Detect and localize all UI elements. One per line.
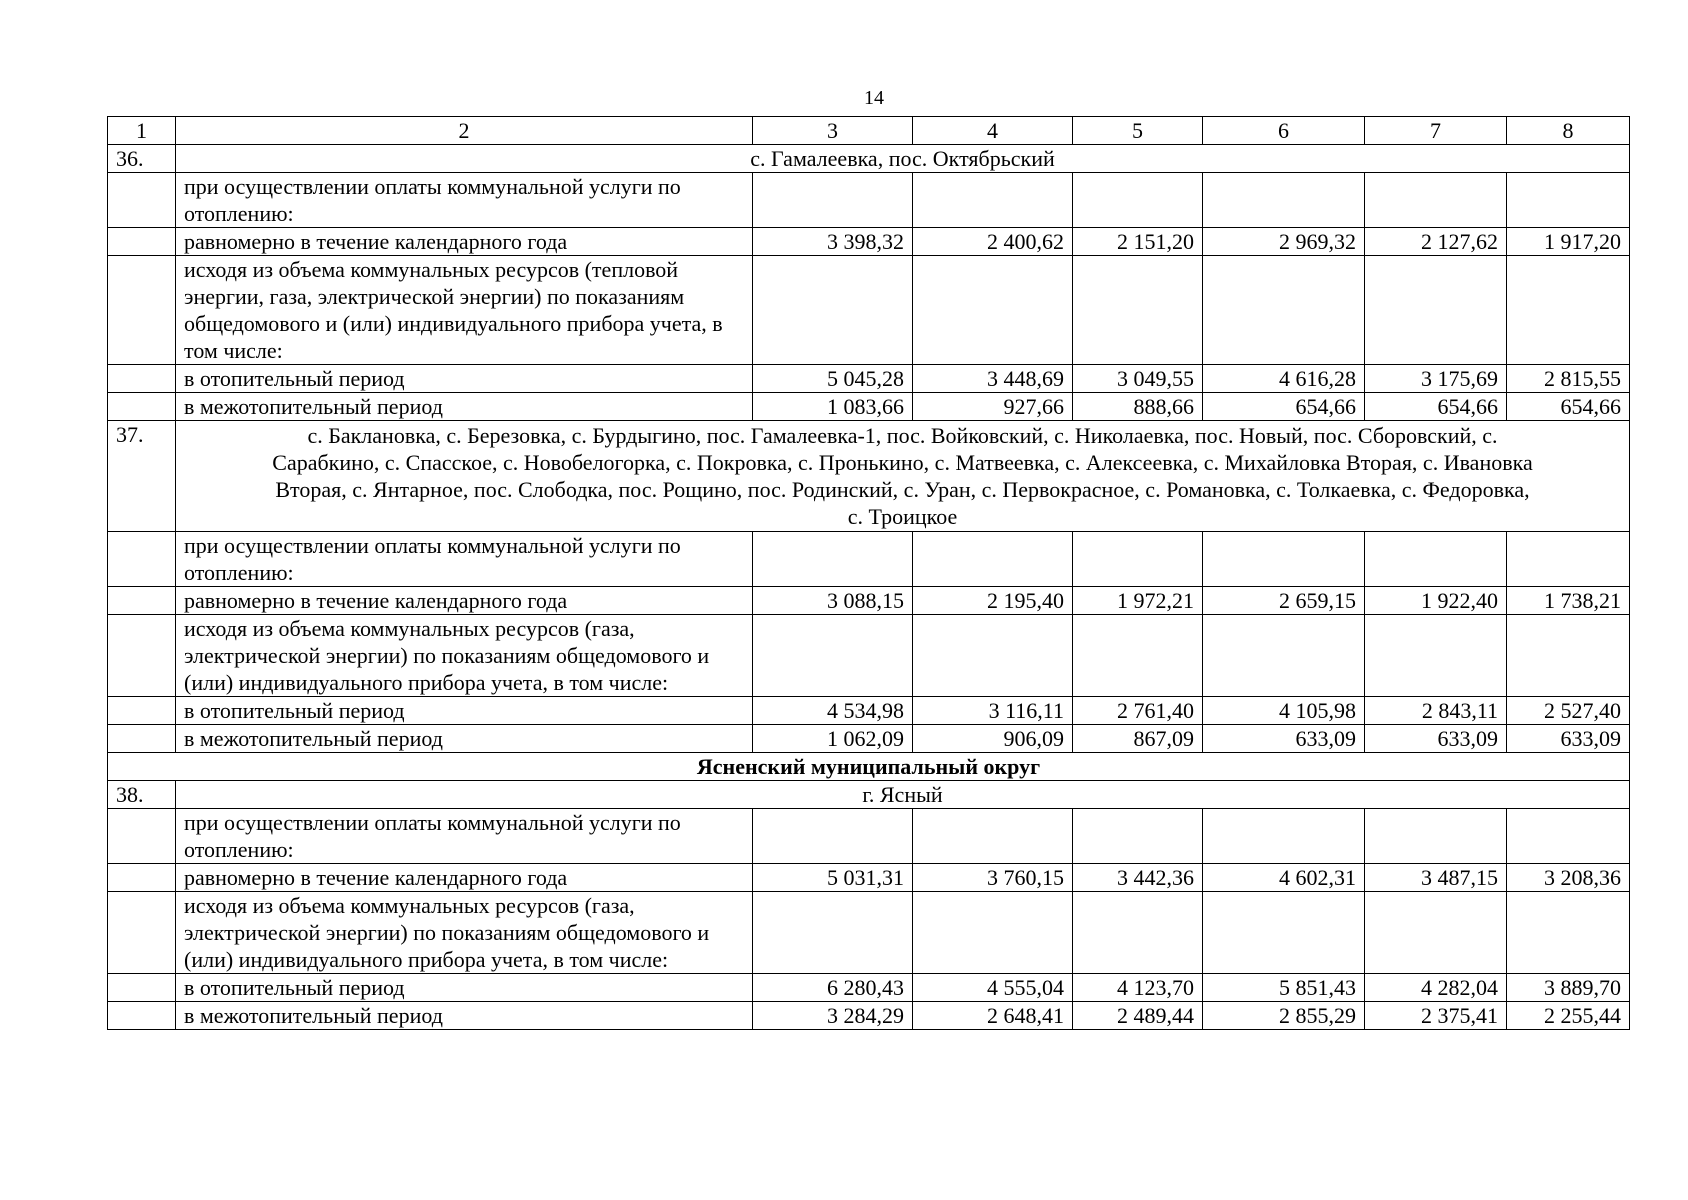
- value-cell: 2 127,62: [1365, 228, 1507, 256]
- empty-number-cell: [108, 228, 176, 256]
- value-cell: 2 489,44: [1073, 1002, 1203, 1030]
- row-description: в отопительный период: [176, 365, 753, 393]
- place-row: [108, 421, 1630, 532]
- value-cell: 1 922,40: [1365, 587, 1507, 615]
- value-cell: 2 969,32: [1203, 228, 1365, 256]
- value-cell: 3 889,70: [1507, 974, 1630, 1002]
- table-row: [108, 228, 1630, 256]
- value-cell: 2 815,55: [1507, 365, 1630, 393]
- table-row: [108, 587, 1630, 615]
- value-cell: [753, 173, 913, 228]
- value-cell: [1203, 532, 1365, 587]
- value-cell: 3 284,29: [753, 1002, 913, 1030]
- row-number: 36.: [108, 145, 176, 173]
- empty-number-cell: [108, 809, 176, 864]
- value-cell: 2 761,40: [1073, 697, 1203, 725]
- value-cell: [753, 532, 913, 587]
- column-header: 1: [108, 117, 176, 145]
- value-cell: 3 760,15: [913, 864, 1073, 892]
- value-cell: [1203, 809, 1365, 864]
- value-cell: 3 442,36: [1073, 864, 1203, 892]
- table-row: [108, 365, 1630, 393]
- place-row: [108, 145, 1630, 173]
- value-cell: [1365, 892, 1507, 974]
- value-cell: 927,66: [913, 393, 1073, 421]
- place-name: с. Баклановка, с. Березовка, с. Бурдыгино, пос. Гамалеевка-1, пос. Войковский, с. Николаевка, пос. Новый, пос. Сборовский, с. Сарабкино, с. Спасское, с. Новобелогорка, с. Покровка, с. Пронькино, с. Матвеевка, с. Алексеевка, с. Михайловка Вторая, с. Ивановка Вторая, с. Янтарное, пос. Слободка, пос. Рощино, пос. Родинский, с. Уран, с. Первокрасное, с. Романовка, с. Толкаевка, с. Федоровка, с. Троицкое: [176, 421, 1630, 532]
- empty-number-cell: [108, 393, 176, 421]
- empty-number-cell: [108, 725, 176, 753]
- row-description: исходя из объема коммунальных ресурсов (газа, электрической энергии) по показаниям общедомового и (или) индивидуального прибора учета, в том числе:: [176, 892, 753, 974]
- value-cell: [753, 615, 913, 697]
- value-cell: 3 487,15: [1365, 864, 1507, 892]
- value-cell: 3 116,11: [913, 697, 1073, 725]
- value-cell: [1507, 256, 1630, 365]
- value-cell: 888,66: [1073, 393, 1203, 421]
- value-cell: 3 208,36: [1507, 864, 1630, 892]
- value-cell: 4 555,04: [913, 974, 1073, 1002]
- value-cell: 1 062,09: [753, 725, 913, 753]
- value-cell: [1365, 809, 1507, 864]
- value-cell: 3 175,69: [1365, 365, 1507, 393]
- value-cell: 5 045,28: [753, 365, 913, 393]
- row-description: при осуществлении оплаты коммунальной услуги по отоплению:: [176, 809, 753, 864]
- table-row: [108, 532, 1630, 587]
- empty-number-cell: [108, 864, 176, 892]
- column-header: 5: [1073, 117, 1203, 145]
- value-cell: 633,09: [1203, 725, 1365, 753]
- empty-number-cell: [108, 532, 176, 587]
- table-row: [108, 725, 1630, 753]
- row-description: в межотопительный период: [176, 725, 753, 753]
- value-cell: 633,09: [1365, 725, 1507, 753]
- row-description: равномерно в течение календарного года: [176, 864, 753, 892]
- place-name: с. Гамалеевка, пос. Октябрьский: [176, 145, 1630, 173]
- column-header: 2: [176, 117, 753, 145]
- value-cell: 6 280,43: [753, 974, 913, 1002]
- value-cell: 2 375,41: [1365, 1002, 1507, 1030]
- row-description: в отопительный период: [176, 974, 753, 1002]
- value-cell: [913, 809, 1073, 864]
- value-cell: [1073, 173, 1203, 228]
- table-row: [108, 864, 1630, 892]
- value-cell: [753, 809, 913, 864]
- value-cell: 3 448,69: [913, 365, 1073, 393]
- tariff-table: [107, 116, 1630, 1030]
- value-cell: 4 616,28: [1203, 365, 1365, 393]
- value-cell: 654,66: [1203, 393, 1365, 421]
- value-cell: [1507, 532, 1630, 587]
- value-cell: [1365, 532, 1507, 587]
- empty-number-cell: [108, 615, 176, 697]
- value-cell: 867,09: [1073, 725, 1203, 753]
- value-cell: 1 917,20: [1507, 228, 1630, 256]
- table-row: [108, 1002, 1630, 1030]
- row-description: в межотопительный период: [176, 393, 753, 421]
- value-cell: [1507, 892, 1630, 974]
- value-cell: 1 972,21: [1073, 587, 1203, 615]
- row-description: при осуществлении оплаты коммунальной услуги по отоплению:: [176, 173, 753, 228]
- row-number: 37.: [108, 421, 176, 532]
- value-cell: [913, 892, 1073, 974]
- value-cell: 4 123,70: [1073, 974, 1203, 1002]
- table-row: [108, 974, 1630, 1002]
- table-row: [108, 809, 1630, 864]
- value-cell: [913, 173, 1073, 228]
- value-cell: 4 105,98: [1203, 697, 1365, 725]
- column-header: 4: [913, 117, 1073, 145]
- value-cell: 2 195,40: [913, 587, 1073, 615]
- empty-number-cell: [108, 1002, 176, 1030]
- row-description: исходя из объема коммунальных ресурсов (тепловой энергии, газа, электрической энергии) по показаниям общедомового и (или) индивидуального прибора учета, в том числе:: [176, 256, 753, 365]
- section-header-row: [108, 753, 1630, 781]
- value-cell: [1365, 615, 1507, 697]
- empty-number-cell: [108, 892, 176, 974]
- column-header-row: [108, 117, 1630, 145]
- column-header: 8: [1507, 117, 1630, 145]
- value-cell: 2 527,40: [1507, 697, 1630, 725]
- column-header: 7: [1365, 117, 1507, 145]
- value-cell: 2 659,15: [1203, 587, 1365, 615]
- value-cell: [1365, 173, 1507, 228]
- value-cell: 2 855,29: [1203, 1002, 1365, 1030]
- column-header: 6: [1203, 117, 1365, 145]
- value-cell: 5 851,43: [1203, 974, 1365, 1002]
- value-cell: [1507, 809, 1630, 864]
- place-row: [108, 781, 1630, 809]
- value-cell: [1073, 615, 1203, 697]
- value-cell: [1203, 615, 1365, 697]
- value-cell: 3 049,55: [1073, 365, 1203, 393]
- value-cell: [1073, 256, 1203, 365]
- table-row: [108, 256, 1630, 365]
- row-description: равномерно в течение календарного года: [176, 228, 753, 256]
- value-cell: 2 843,11: [1365, 697, 1507, 725]
- value-cell: 654,66: [1507, 393, 1630, 421]
- value-cell: 654,66: [1365, 393, 1507, 421]
- value-cell: [913, 615, 1073, 697]
- empty-number-cell: [108, 974, 176, 1002]
- empty-number-cell: [108, 256, 176, 365]
- value-cell: [1365, 256, 1507, 365]
- empty-number-cell: [108, 173, 176, 228]
- value-cell: 4 534,98: [753, 697, 913, 725]
- value-cell: [913, 256, 1073, 365]
- empty-number-cell: [108, 697, 176, 725]
- value-cell: 906,09: [913, 725, 1073, 753]
- value-cell: 2 400,62: [913, 228, 1073, 256]
- column-header: 3: [753, 117, 913, 145]
- table-row: [108, 615, 1630, 697]
- value-cell: [1203, 892, 1365, 974]
- value-cell: [1507, 173, 1630, 228]
- value-cell: [1203, 256, 1365, 365]
- value-cell: 2 151,20: [1073, 228, 1203, 256]
- row-number: 38.: [108, 781, 176, 809]
- value-cell: 3 088,15: [753, 587, 913, 615]
- value-cell: 1 738,21: [1507, 587, 1630, 615]
- row-description: равномерно в течение календарного года: [176, 587, 753, 615]
- row-description: в межотопительный период: [176, 1002, 753, 1030]
- value-cell: [1073, 892, 1203, 974]
- value-cell: [753, 892, 913, 974]
- value-cell: 633,09: [1507, 725, 1630, 753]
- table-row: [108, 697, 1630, 725]
- value-cell: [1073, 809, 1203, 864]
- table-row: [108, 892, 1630, 974]
- page-number: 14: [864, 87, 884, 109]
- value-cell: 3 398,32: [753, 228, 913, 256]
- value-cell: 2 255,44: [1507, 1002, 1630, 1030]
- empty-number-cell: [108, 587, 176, 615]
- value-cell: [1073, 532, 1203, 587]
- value-cell: 4 282,04: [1365, 974, 1507, 1002]
- value-cell: 4 602,31: [1203, 864, 1365, 892]
- table-row: [108, 173, 1630, 228]
- row-description: исходя из объема коммунальных ресурсов (газа, электрической энергии) по показаниям общедомового и (или) индивидуального прибора учета, в том числе:: [176, 615, 753, 697]
- value-cell: 1 083,66: [753, 393, 913, 421]
- table-row: [108, 393, 1630, 421]
- value-cell: [913, 532, 1073, 587]
- row-description: в отопительный период: [176, 697, 753, 725]
- value-cell: [1203, 173, 1365, 228]
- value-cell: 2 648,41: [913, 1002, 1073, 1030]
- value-cell: [753, 256, 913, 365]
- place-name: г. Ясный: [176, 781, 1630, 809]
- value-cell: [1507, 615, 1630, 697]
- empty-number-cell: [108, 365, 176, 393]
- section-title: Ясненский муниципальный округ: [108, 753, 1630, 781]
- value-cell: 5 031,31: [753, 864, 913, 892]
- row-description: при осуществлении оплаты коммунальной услуги по отоплению:: [176, 532, 753, 587]
